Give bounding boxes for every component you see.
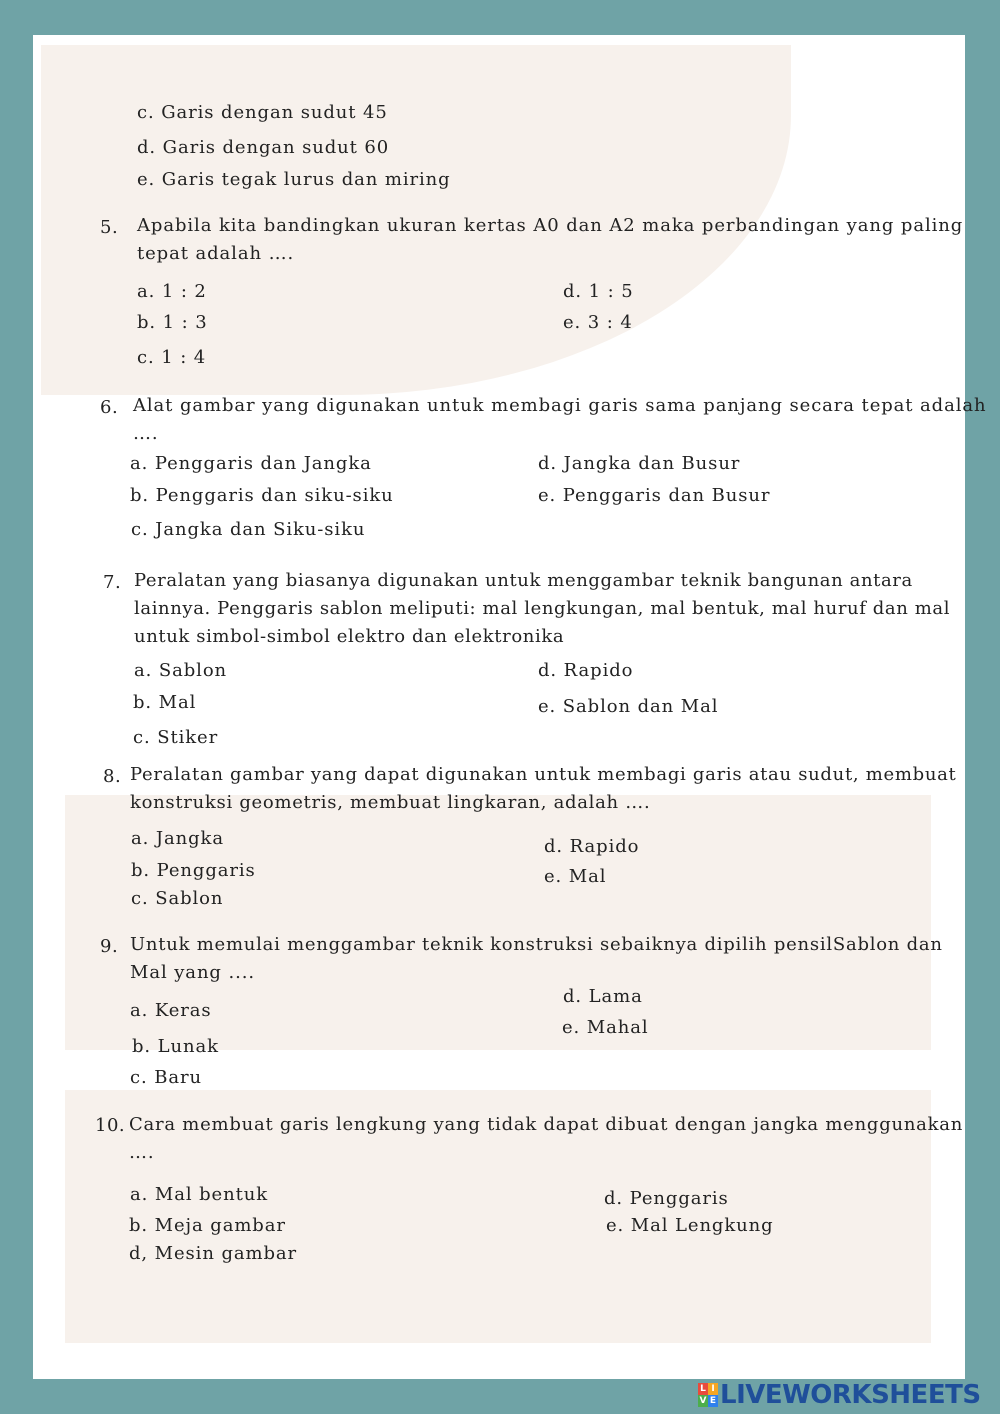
q4-option-e[interactable]: e. Garis tegak lurus dan miring bbox=[137, 169, 451, 190]
q4-option-c[interactable]: c. Garis dengan sudut 45 bbox=[137, 102, 388, 123]
q7-option-d[interactable]: d. Rapido bbox=[538, 660, 634, 681]
q8-option-c[interactable]: c. Sablon bbox=[131, 888, 224, 909]
decorative-blob-left bbox=[41, 45, 141, 385]
q4-option-d[interactable]: d. Garis dengan sudut 60 bbox=[137, 137, 390, 158]
q6-number: 6. bbox=[100, 397, 119, 418]
q7-option-e[interactable]: e. Sablon dan Mal bbox=[538, 696, 719, 717]
q10-option-b[interactable]: b. Meja gambar bbox=[129, 1215, 286, 1236]
q7-option-b[interactable]: b. Mal bbox=[133, 692, 197, 713]
q5-option-a[interactable]: a. 1 : 2 bbox=[137, 281, 207, 302]
badge-letter: I bbox=[708, 1383, 718, 1395]
q8-option-e[interactable]: e. Mal bbox=[544, 866, 607, 887]
q8-text-line1: Peralatan gambar yang dapat digunakan untuk membagi garis atau sudut, membuat bbox=[130, 764, 957, 785]
q9-text-line2: Mal yang .... bbox=[130, 962, 255, 983]
q5-option-d[interactable]: d. 1 : 5 bbox=[563, 281, 634, 302]
q9-option-a[interactable]: a. Keras bbox=[130, 1000, 212, 1021]
q6-option-b[interactable]: b. Penggaris dan siku-siku bbox=[130, 485, 394, 506]
q5-option-c[interactable]: c. 1 : 4 bbox=[137, 347, 207, 368]
liveworksheets-badge-icon bbox=[698, 1383, 718, 1407]
q10-number: 10. bbox=[95, 1115, 126, 1136]
q9-option-e[interactable]: e. Mahal bbox=[562, 1017, 649, 1038]
q8-number: 8. bbox=[103, 766, 122, 787]
badge-letter: E bbox=[709, 1396, 717, 1406]
q7-option-c[interactable]: c. Stiker bbox=[133, 727, 219, 748]
q7-number: 7. bbox=[103, 572, 122, 593]
badge-letter: L bbox=[698, 1383, 708, 1395]
q10-text-line2: …. bbox=[129, 1142, 155, 1163]
q9-text-line1: Untuk memulai menggambar teknik konstruksi sebaiknya dipilih pensilSablon dan bbox=[130, 934, 943, 955]
q9-option-b[interactable]: b. Lunak bbox=[132, 1036, 219, 1057]
q7-option-a[interactable]: a. Sablon bbox=[134, 660, 228, 681]
q9-number: 9. bbox=[100, 936, 119, 957]
liveworksheets-brand-text: LIVEWORKSHEETS bbox=[720, 1380, 981, 1410]
q5-text-line2: tepat adalah …. bbox=[137, 243, 295, 264]
q7-text-line3: untuk simbol-simbol elektro dan elektronika bbox=[134, 626, 565, 647]
q10-option-c[interactable]: d, Mesin gambar bbox=[129, 1243, 298, 1264]
q8-option-b[interactable]: b. Penggaris bbox=[131, 860, 256, 881]
badge-letter: V bbox=[699, 1396, 707, 1406]
q10-option-e[interactable]: e. Mal Lengkung bbox=[606, 1215, 774, 1236]
q6-option-c[interactable]: c. Jangka dan Siku-siku bbox=[131, 519, 366, 540]
q7-text-line1: Peralatan yang biasanya digunakan untuk menggambar teknik bangunan antara bbox=[134, 570, 913, 591]
q8-option-d[interactable]: d. Rapido bbox=[544, 836, 640, 857]
q6-text-line1: Alat gambar yang digunakan untuk membagi garis sama panjang secara tepat adalah bbox=[133, 395, 987, 416]
q5-number: 5. bbox=[100, 217, 119, 238]
q6-text-line2: …. bbox=[133, 423, 159, 444]
q8-option-a[interactable]: a. Jangka bbox=[131, 828, 224, 849]
q6-option-e[interactable]: e. Penggaris dan Busur bbox=[538, 485, 771, 506]
q10-option-d[interactable]: d. Penggaris bbox=[604, 1188, 729, 1209]
q5-option-b[interactable]: b. 1 : 3 bbox=[137, 312, 208, 333]
q9-option-c[interactable]: c. Baru bbox=[130, 1067, 202, 1088]
q10-option-a[interactable]: a. Mal bentuk bbox=[130, 1184, 269, 1205]
q8-text-line2: konstruksi geometris, membuat lingkaran, adalah …. bbox=[130, 792, 651, 813]
q10-text-line1: Cara membuat garis lengkung yang tidak dapat dibuat dengan jangka menggunakan bbox=[129, 1114, 964, 1135]
q7-text-line2: lainnya. Penggaris sablon meliputi: mal lengkungan, mal bentuk, mal huruf dan mal bbox=[134, 598, 951, 619]
q5-option-e[interactable]: e. 3 : 4 bbox=[563, 312, 633, 333]
q5-text-line1: Apabila kita bandingkan ukuran kertas A0 dan A2 maka perbandingan yang paling bbox=[137, 215, 964, 236]
liveworksheets-logo[interactable] bbox=[698, 1380, 981, 1410]
q6-option-d[interactable]: d. Jangka dan Busur bbox=[538, 453, 741, 474]
q6-option-a[interactable]: a. Penggaris dan Jangka bbox=[130, 453, 372, 474]
q9-option-d[interactable]: d. Lama bbox=[563, 986, 643, 1007]
